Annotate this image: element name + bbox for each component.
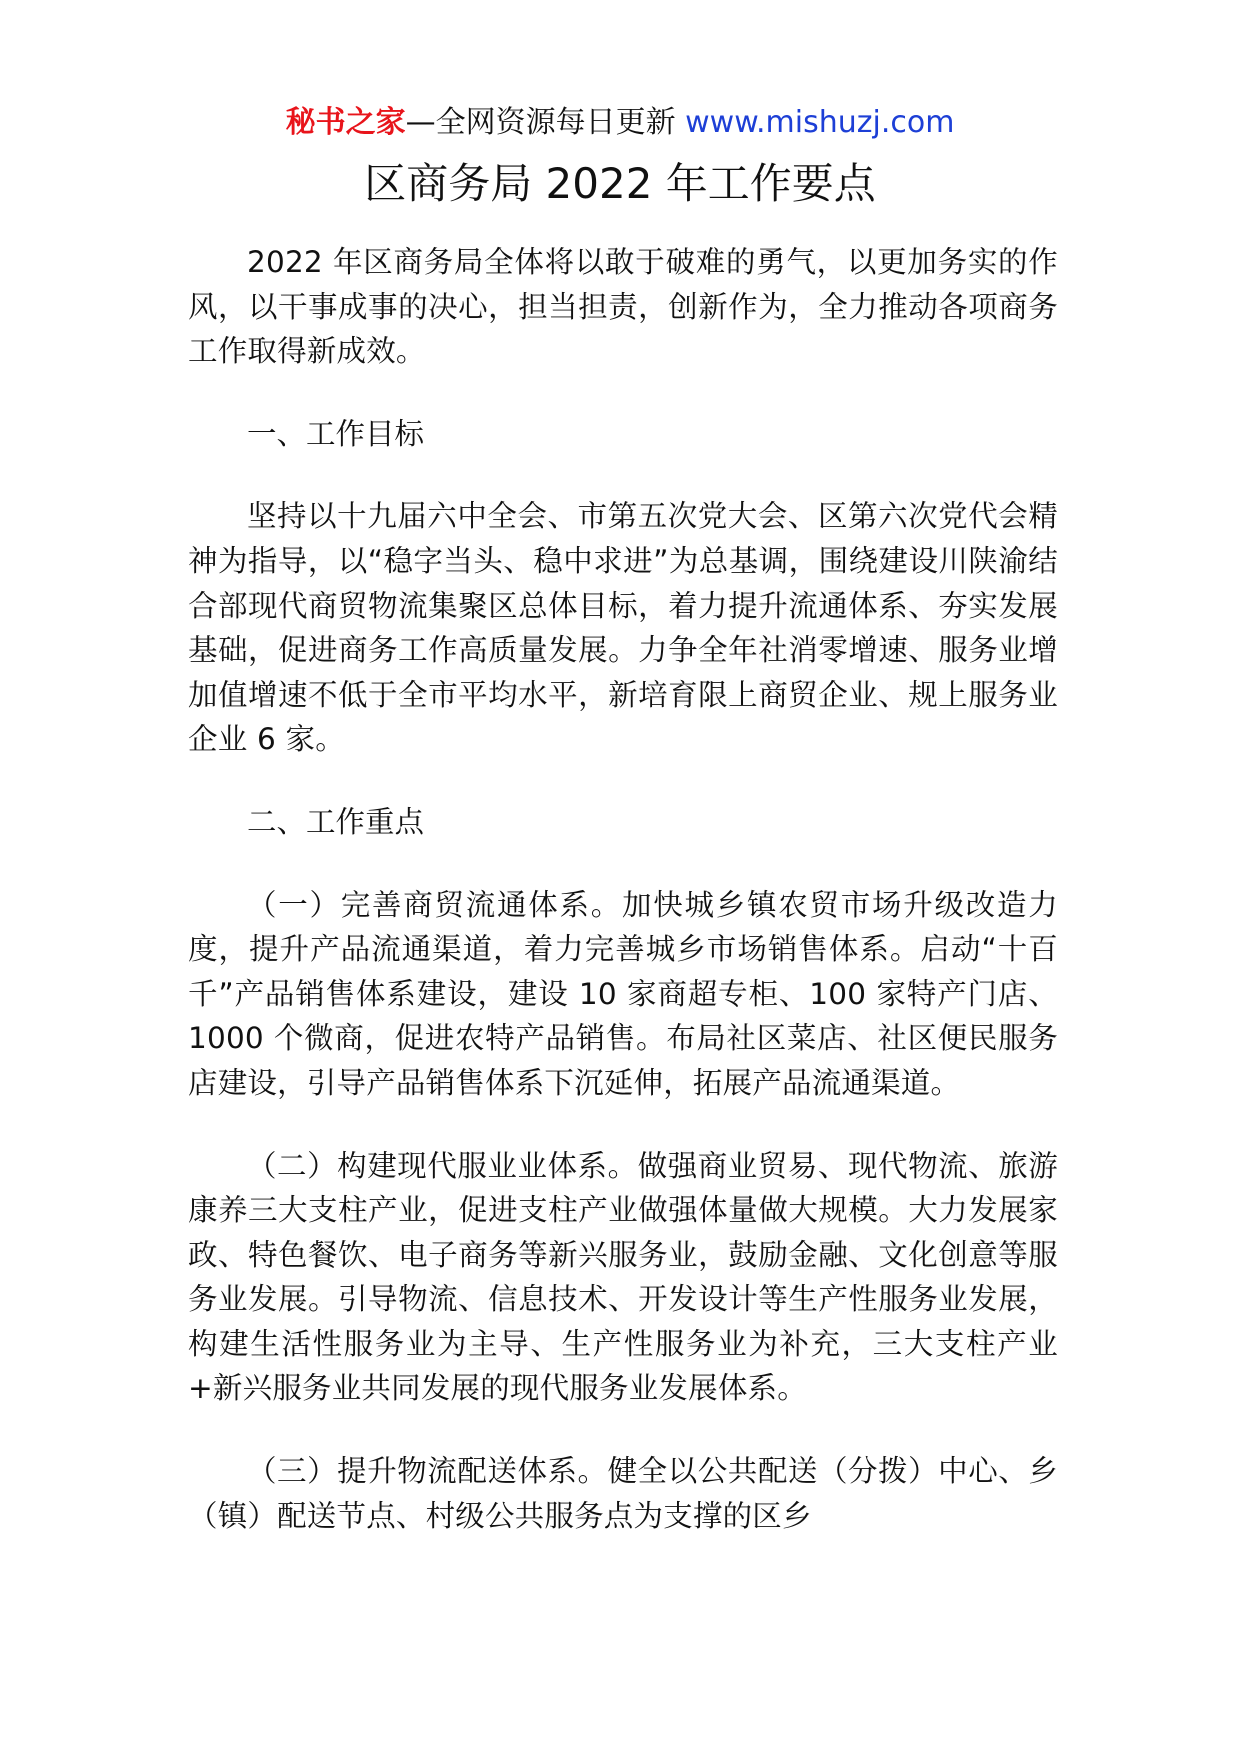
intro-paragraph: 2022 年区商务局全体将以敢于破难的勇气，以更加务实的作风，以干事成事的决心，担当担责，创新作为，全力推动各项商务工作取得新成效。 [188, 245, 1058, 369]
site-header [0, 100, 1240, 146]
priority-paragraph-2: （二）构建现代服业业体系。做强商业贸易、现代物流、旅游康养三大支柱产业，促进支柱产业做强体量做大规模。大力发展家政、特色餐饮、电子商务等新兴服务业，鼓励金融、文化创意等服务业发展。引导物流、信息技术、开发设计等生产性服务业发展，构建生活性服务业为主导、生产性服务业为补充，三大支柱产业+新兴服务业共同发展的现代服务业发展体系。 [188, 1148, 1058, 1406]
site-slogan: —全网资源每日更新 [405, 105, 676, 140]
section-heading-priorities: 二、工作重点 [247, 804, 425, 839]
goals-paragraph: 坚持以十九届六中全会、市第五次党大会、区第六次党代会精神为指导，以“稳字当头、稳中求进”为总基调，围绕建设川陕渝结合部现代商贸物流集聚区总体目标，着力提升流通体系、夯实发展基础，促进商务工作高质量发展。力争全年社消零增速、服务业增加值增速不低于全市平均水平，新培育限上商贸企业、规上服务业企业 6 家。 [188, 499, 1058, 757]
section-heading-goals: 一、工作目标 [247, 416, 425, 451]
site-url[interactable]: www.mishuzj.com [685, 105, 955, 140]
priority-paragraph-3: （三）提升物流配送体系。健全以公共配送（分拨）中心、乡（镇）配送节点、村级公共服务点为支撑的区乡 [188, 1454, 1058, 1533]
brand-name: 秘书之家 [285, 105, 406, 140]
document-title: 区商务局 2022 年工作要点 [364, 159, 876, 208]
priority-paragraph-1: （一）完善商贸流通体系。加快城乡镇农贸市场升级改造力度，提升产品流通渠道，着力完善城乡市场销售体系。启动“十百千”产品销售体系建设，建设 10 家商超专柜、100 家特产门店、1000 个微商，促进农特产品销售。布局社区菜店、社区便民服务店建设，引导产品销售体系下沉延伸，拓展产品流通渠道。 [188, 887, 1058, 1100]
document-body [188, 240, 1058, 1538]
